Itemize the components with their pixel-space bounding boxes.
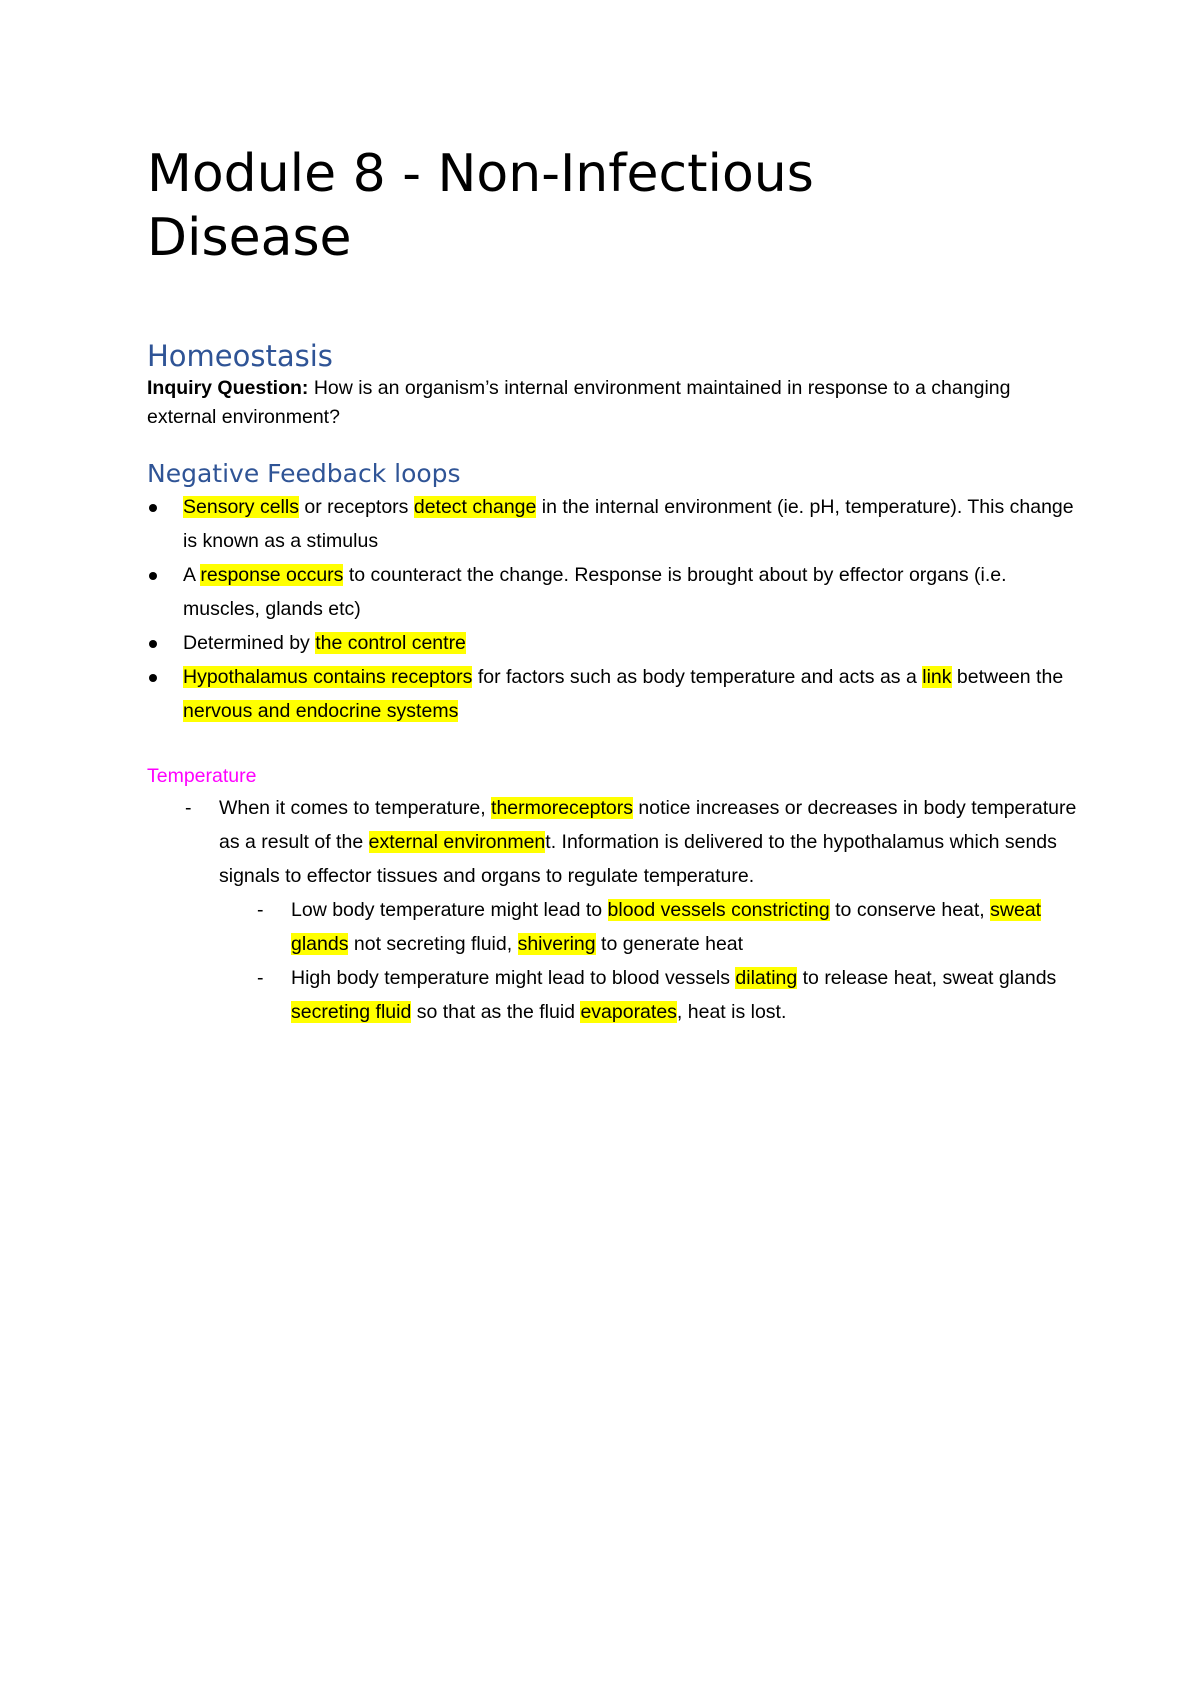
highlighted-text: dilating: [735, 967, 798, 989]
dash-marker: -: [257, 899, 264, 921]
item-text: to conserve heat,: [829, 899, 991, 921]
bullet-text: between the: [951, 666, 1064, 688]
highlighted-text: nervous and endocrine systems: [183, 700, 459, 722]
bullet-item: [147, 626, 1077, 660]
bullet-icon: [149, 640, 157, 648]
feedback-bullet-list: [147, 490, 1077, 728]
highlighted-text: sweat glands: [291, 899, 1042, 955]
dash-marker: -: [185, 797, 192, 819]
inquiry-question: [147, 374, 1077, 432]
inquiry-text: How is an organism’s internal environment maintained in response to a changing external environment?: [147, 377, 1011, 428]
temperature-list: [147, 791, 1077, 893]
bullet-item: [147, 490, 1077, 558]
inquiry-label: Inquiry Question:: [147, 377, 309, 399]
bullet-icon: [149, 572, 157, 580]
document-page: [147, 142, 1077, 1029]
subsection-heading-negative-feedback: Negative Feedback loops: [147, 459, 461, 488]
highlighted-text: blood vessels constricting: [607, 899, 830, 921]
item-text: notice increases or decreases in body temperature as a result of the: [219, 797, 1077, 853]
item-text: to release heat, sweat glands: [797, 967, 1057, 989]
bullet-text: A: [183, 564, 201, 586]
document-title-line1: Module 8 - Non-Infectious: [147, 144, 814, 204]
temperature-sublist: [147, 893, 1077, 1029]
dash-marker: -: [257, 967, 264, 989]
temperature-heading: Temperature: [147, 765, 257, 787]
bullet-item: [147, 558, 1077, 626]
bullet-icon: [149, 504, 157, 512]
item-text: , heat is lost.: [676, 1001, 787, 1023]
item-text: to generate heat: [595, 933, 744, 955]
highlighted-text: response occurs: [200, 564, 344, 586]
highlighted-text: link: [922, 666, 952, 688]
bullet-item: [147, 660, 1077, 728]
item-text: High body temperature might lead to blood vessels: [291, 967, 736, 989]
document-title-line2: Disease: [147, 208, 352, 268]
highlighted-text: evaporates: [580, 1001, 677, 1023]
item-text: so that as the fluid: [411, 1001, 581, 1023]
item-text: When it comes to temperature,: [219, 797, 492, 819]
highlighted-text: thermoreceptors: [491, 797, 634, 819]
highlighted-text: external environmen: [368, 831, 546, 853]
highlighted-text: Sensory cells: [183, 496, 299, 518]
item-text: Low body temperature might lead to: [291, 899, 608, 921]
temperature-low-item: [147, 893, 1077, 961]
highlighted-text: secreting fluid: [291, 1001, 412, 1023]
bullet-text: for factors such as body temperature and acts as a: [472, 666, 923, 688]
bullet-text: or receptors: [298, 496, 414, 518]
document-title: [147, 142, 1077, 270]
temperature-high-item: [147, 961, 1077, 1029]
item-text: not secreting fluid,: [348, 933, 518, 955]
section-heading-homeostasis: Homeostasis: [147, 339, 333, 373]
highlighted-text: the control centre: [315, 632, 466, 654]
bullet-text: in the internal environment (ie. pH, temperature). This change is known as a stimulus: [183, 496, 1074, 552]
highlighted-text: shivering: [517, 933, 596, 955]
bullet-icon: [149, 674, 157, 682]
bullet-text: to counteract the change. Response is brought about by effector organs (i.e. muscles, glands etc): [183, 564, 1007, 620]
bullet-text: Determined by: [183, 632, 316, 654]
temperature-main-item: [147, 791, 1077, 893]
highlighted-text: Hypothalamus contains receptors: [183, 666, 473, 688]
item-text: t. Information is delivered to the hypothalamus which sends signals to effector tissues and organs to regulate temperature.: [219, 831, 1057, 887]
highlighted-text: detect change: [413, 496, 537, 518]
